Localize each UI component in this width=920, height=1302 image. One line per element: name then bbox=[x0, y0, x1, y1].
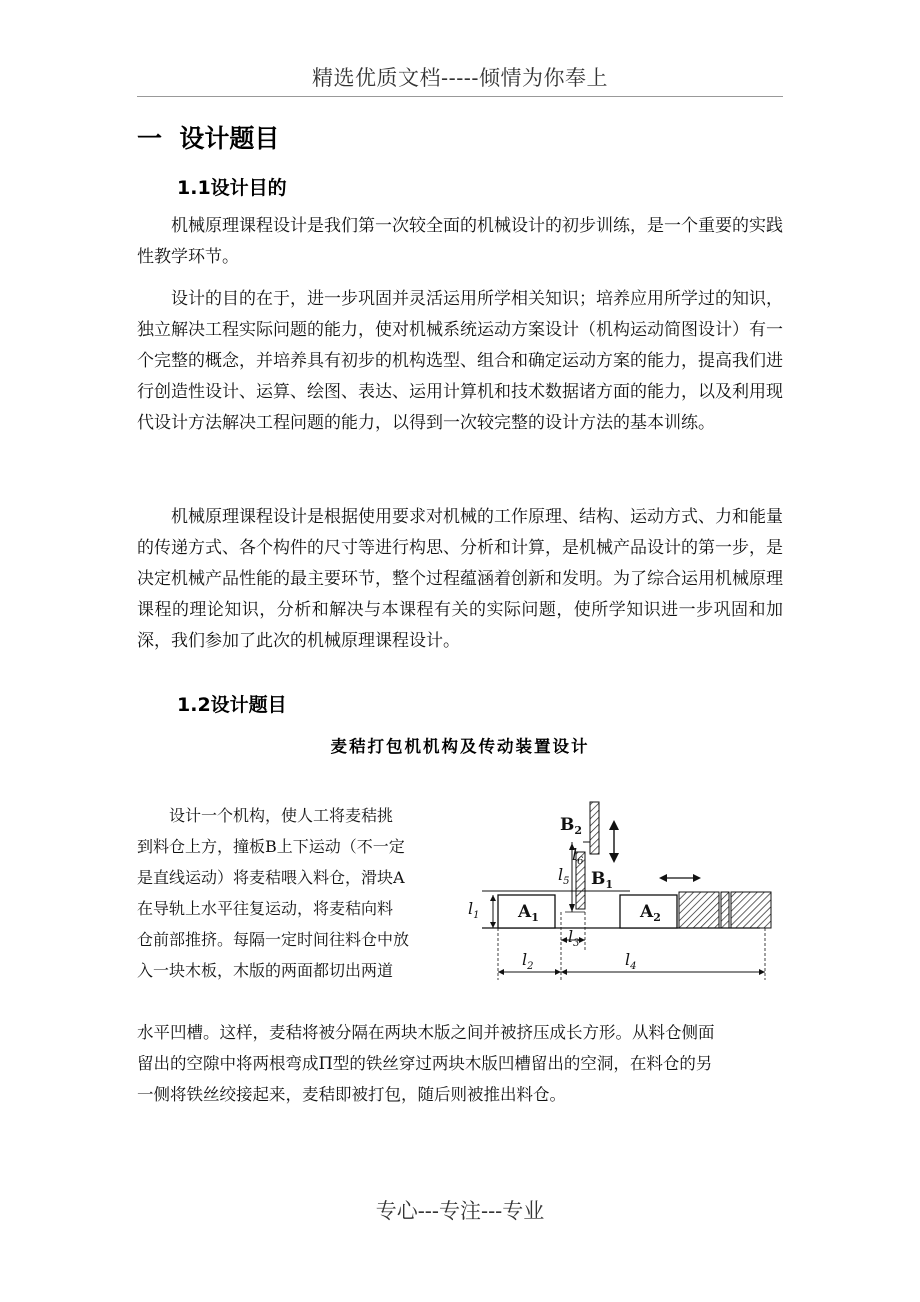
wood-block-groove bbox=[721, 892, 729, 928]
paragraph: 机械原理课程设计是我们第一次较全面的机械设计的初步训练，是一个重要的实践性教学环节。 bbox=[137, 216, 783, 267]
design-topic-title: 麦秸打包机机构及传动装置设计 bbox=[330, 737, 590, 756]
text-line: 一侧将铁丝绞接起来，麦秸即被打包，随后则被推出料仓。 bbox=[137, 1085, 566, 1104]
subsection-heading-1-1: 1.1设计目的 bbox=[177, 177, 287, 199]
paragraph: 机械原理课程设计是根据使用要求对机械的工作原理、结构、运动方式、力和能量的传递方式、各个构件的尺寸等进行构思、分析和计算，是机械产品设计的第一步，是决定机械产品性能的最主要环节，整个过程蕴涵着创新和发明。为了综合运用机械原理课程的理论知识，分析和解决与本课程有关的实际问题，使所学知识进一步巩固和加深，我们参加了此次的机械原理课程设计。 bbox=[137, 507, 783, 651]
continuation-text-block bbox=[137, 1017, 783, 1110]
label-l4: $l_4$ bbox=[625, 950, 637, 972]
text-line: 留出的空隙中将两根弯成Π型的铁丝穿过两块木版凹槽留出的空洞，在料仓的另 bbox=[137, 1054, 713, 1073]
text-line: 是直线运动）将麦秸喂入料仓，滑块A bbox=[137, 868, 405, 887]
label-l3: $l_3$ bbox=[568, 927, 580, 949]
text-line: 入一块木板，木版的两面都切出两道 bbox=[137, 961, 394, 980]
wood-block-1 bbox=[679, 892, 719, 928]
dim-tick bbox=[569, 904, 575, 912]
label-l1: $l_1$ bbox=[468, 899, 480, 921]
header-rule bbox=[137, 96, 783, 97]
plate-b2-hatched bbox=[590, 802, 599, 854]
arrow-down-head bbox=[609, 853, 619, 863]
label-l2: $l_2$ bbox=[522, 950, 534, 972]
text-line: 在导轨上水平往复运动，将麦秸向料 bbox=[137, 899, 394, 918]
section-heading: 一 设计题目 bbox=[137, 124, 280, 153]
label-a2: $A_2$ bbox=[640, 902, 661, 924]
page-header: 精选优质文档-----倾情为你奉上 bbox=[312, 66, 608, 90]
dim-tick bbox=[759, 969, 765, 975]
dim-tick bbox=[490, 895, 496, 901]
mechanism-diagram bbox=[460, 800, 780, 980]
page-footer: 专心---专注---专业 bbox=[375, 1199, 545, 1223]
paragraph: 设计的目的在于，进一步巩固并灵活运用所学相关知识；培养应用所学过的知识，独立解决工程实际问题的能力，使对机械系统运动方案设计（机构运动简图设计）有一个完整的概念，并培养具有初步的机构选型、组合和确定运动方案的能力，提高我们进行创造性设计、运算、绘图、表达、运用计算机和技术数据诸方面的能力，以及利用现代设计方法解决工程问题的能力，以得到一次较完整的设计方法的基本训练。 bbox=[137, 289, 783, 433]
text-line: 到料仓上方，撞板B上下运动（不一定 bbox=[137, 837, 405, 856]
label-b1: $B_1$ bbox=[591, 869, 614, 891]
label-b2: $B_2$ bbox=[560, 815, 583, 837]
text-line: 仓前部推挤。每隔一定时间往料仓中放 bbox=[137, 930, 410, 949]
dim-tick bbox=[561, 937, 567, 943]
arrow-up-head bbox=[609, 820, 619, 830]
text-line: 水平凹槽。这样，麦秸将被分隔在两块木版之间并被挤压成长方形。从料仓侧面 bbox=[137, 1023, 715, 1042]
dim-tick bbox=[555, 969, 561, 975]
arrow-left-head bbox=[659, 874, 667, 882]
dim-tick bbox=[498, 969, 504, 975]
dim-tick bbox=[561, 969, 567, 975]
text-line: 设计一个机构，使人工将麦秸挑 bbox=[137, 806, 394, 825]
wood-block-2 bbox=[731, 892, 771, 928]
label-l6: $l_6$ bbox=[572, 845, 584, 867]
label-a1: $A_1$ bbox=[518, 902, 539, 924]
subsection-heading-1-2: 1.2设计题目 bbox=[177, 694, 287, 716]
label-l5: $l_5$ bbox=[558, 865, 570, 887]
dim-tick bbox=[579, 937, 585, 943]
dim-tick bbox=[490, 922, 496, 928]
arrow-right-head bbox=[693, 874, 701, 882]
wrapped-text-block bbox=[137, 800, 439, 986]
